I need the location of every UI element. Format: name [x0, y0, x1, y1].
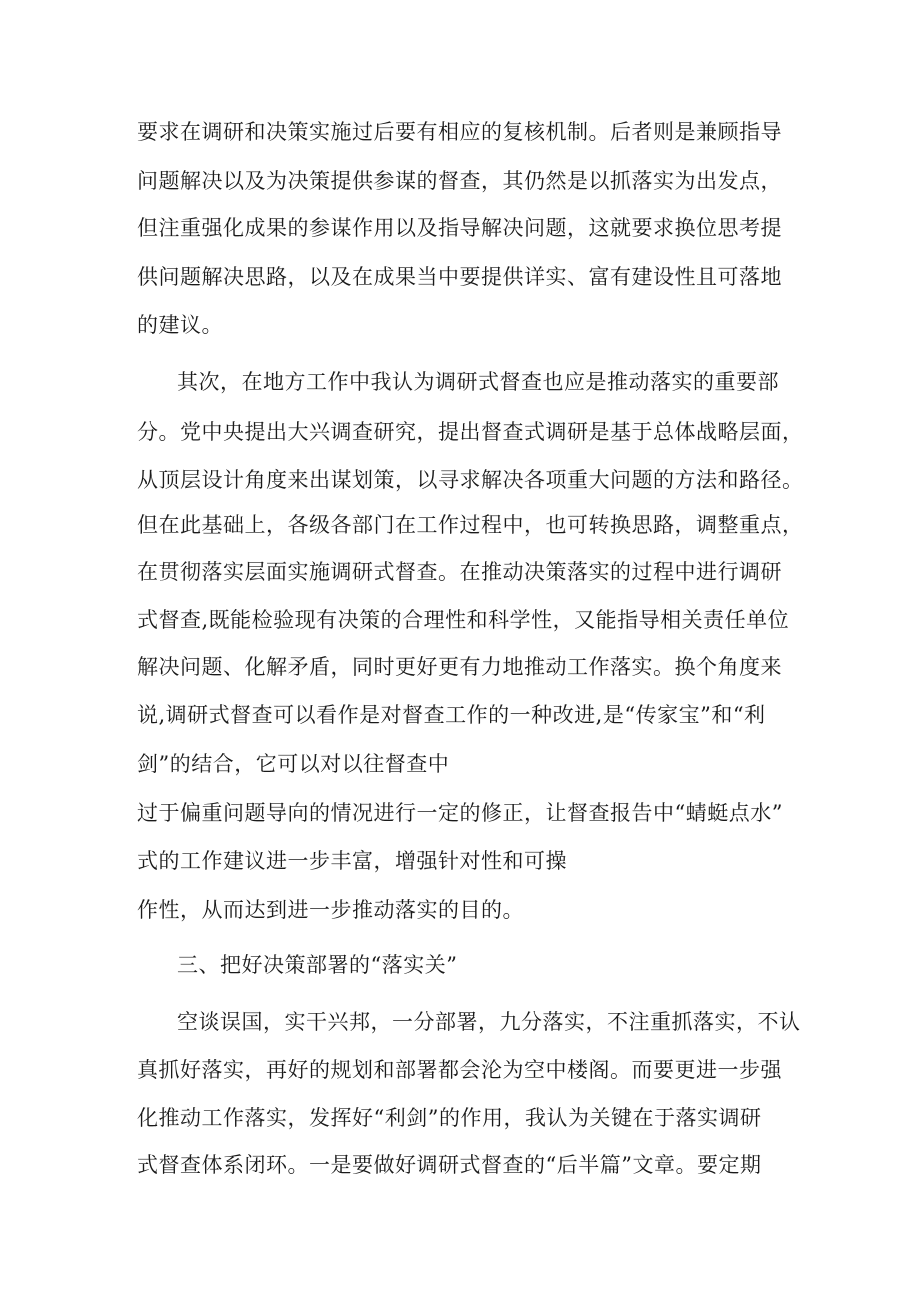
text-line: 剑”的结合，它可以对以往督查中	[137, 752, 450, 776]
paragraph-start-line: 其次，在地方工作中我认为调研式督查也应是推动落实的重要部	[177, 370, 779, 394]
text-line: 但注重强化成果的参谋作用以及指导解决问题，这就要求换位思考提	[137, 216, 782, 240]
text-line: 的建议。	[137, 313, 223, 337]
text-line: 分。党中央提出大兴调查研究，提出督查式调研是基于总体战略层面，	[137, 420, 804, 444]
text-line: 问题解决以及为决策提供参谋的督查，其仍然是以抓落实为出发点，	[137, 169, 782, 193]
text-line: 过于偏重问题导向的情况进行一定的修正，让督查报告中“蜻蜓点水”	[137, 801, 783, 825]
text-line: 式督查,既能检验现有决策的合理性和科学性，又能指导相关责任单位	[137, 608, 790, 632]
text-line: 式督查体系闭环。一是要做好调研式督查的“后半篇”文章。要定期	[137, 1153, 762, 1177]
text-line: 但在此基础上，各级各部门在工作过程中，也可转换思路，调整重点，	[137, 513, 804, 537]
text-line: 化推动工作落实，发挥好“利剑”的作用，我认为关键在于落实调研	[137, 1106, 762, 1130]
text-line: 解决问题、化解矛盾，同时更好更有力地推动工作落实。换个角度来	[137, 655, 782, 679]
text-line: 说,调研式督查可以看作是对督查工作的一种改进,是“传家宝”和“利	[137, 703, 766, 727]
text-line: 要求在调研和决策实施过后要有相应的复核机制。后者则是兼顾指导	[137, 120, 782, 144]
text-line: 供问题解决思路，以及在成果当中要提供详实、富有建设性且可落地	[137, 265, 782, 289]
text-line: 真抓好落实，再好的规划和部署都会沦为空中楼阁。而要更进一步强	[137, 1058, 782, 1082]
paragraph-start-line: 空谈误国，实干兴邦，一分部署，九分落实，不注重抓落实，不认	[177, 1010, 801, 1034]
text-line: 从顶层设计角度来出谋划策，以寻求解决各项重大问题的方法和路径。	[137, 468, 804, 492]
section-heading: 三、把好决策部署的“落实关”	[177, 953, 458, 977]
text-line: 在贯彻落实层面实施调研式督查。在推动决策落实的过程中进行调研	[137, 560, 782, 584]
text-line: 作性，从而达到进一步推动落实的目的。	[137, 898, 524, 922]
text-line: 式的工作建议进一步丰富，增强针对性和可操	[137, 849, 567, 873]
